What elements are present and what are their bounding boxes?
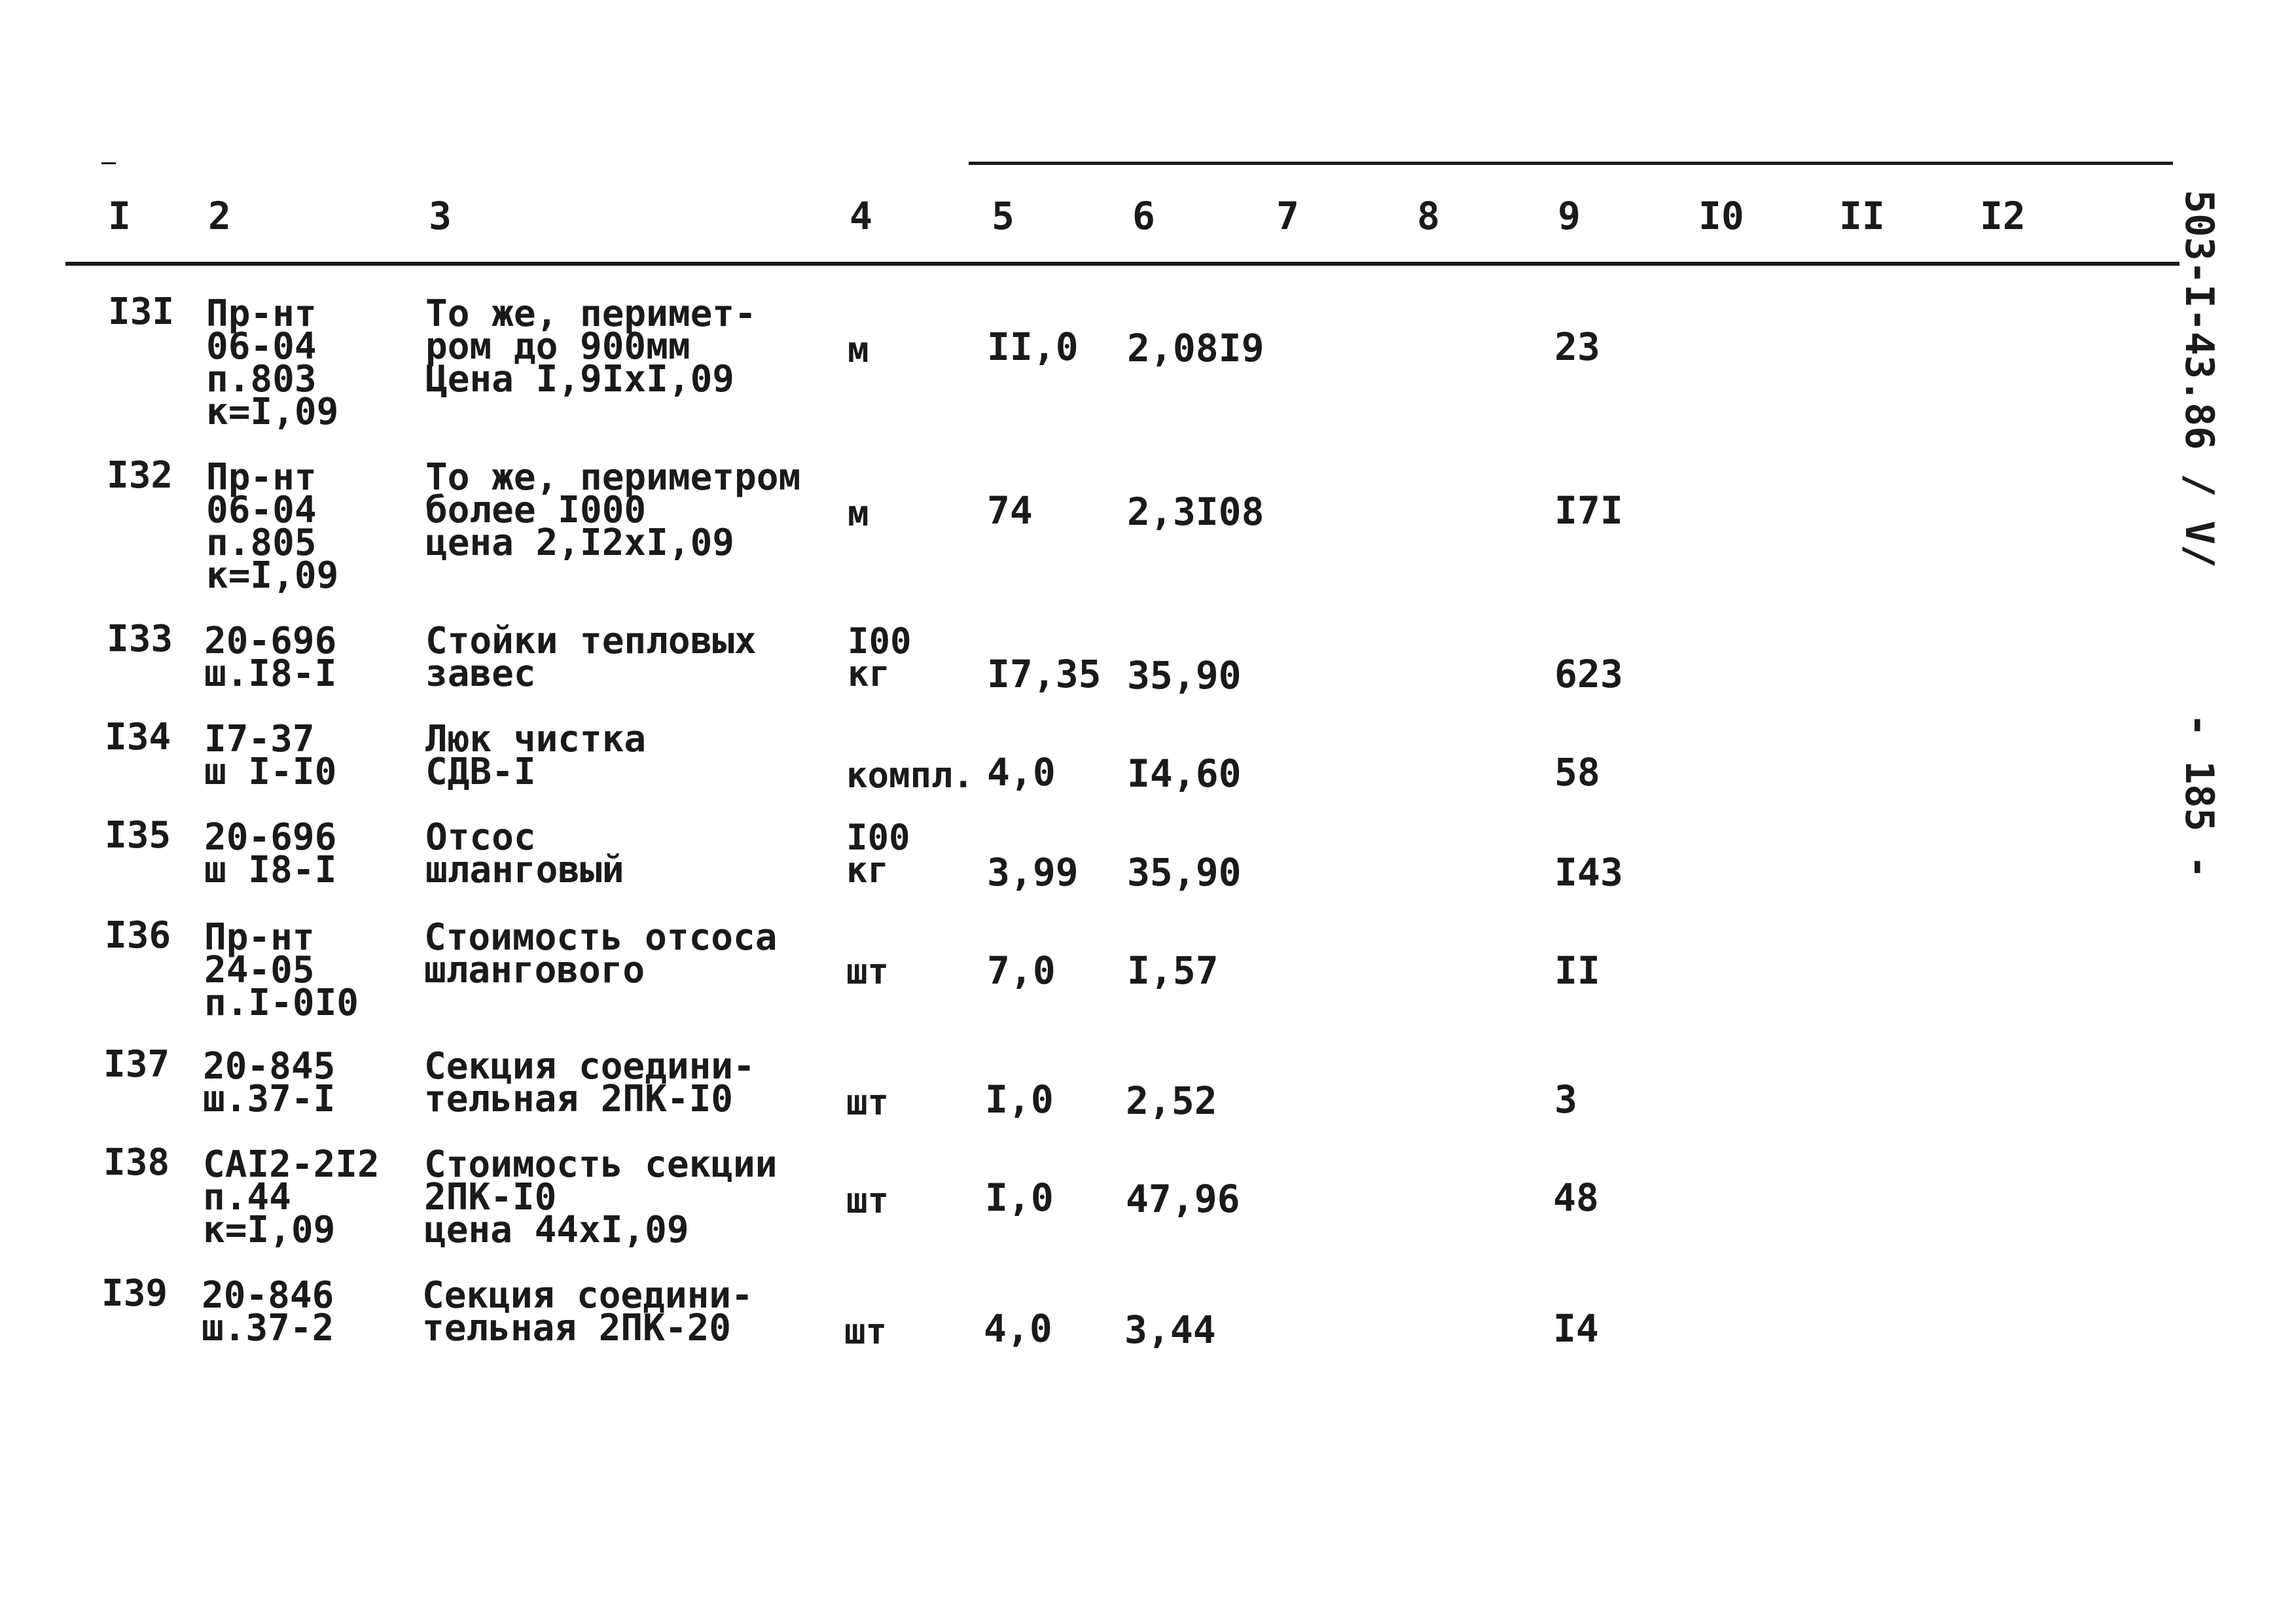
row-133-code: 20-696 ш.I8-I <box>204 620 337 695</box>
row-136-total: II <box>1554 948 1600 993</box>
row-135-code: 20-696 ш I8-I <box>204 816 337 891</box>
row-137-code: 20-845 ш.37-I <box>203 1045 336 1120</box>
row-132-price: 2,3I08 <box>1127 490 1265 534</box>
top-left-tick <box>101 162 116 164</box>
row-135-description: Отсос шланговый <box>425 816 624 891</box>
row-137-total: 3 <box>1554 1077 1577 1122</box>
row-139-description: Секция соедини- тельная 2ПК-20 <box>422 1274 753 1349</box>
row-139-price: 3,44 <box>1124 1308 1216 1352</box>
row-132-unit: м <box>848 493 869 534</box>
column-header-10: I0 <box>1698 194 1744 238</box>
row-136-price: I,57 <box>1127 948 1219 993</box>
row-136-code: Пр-нт 24-05 п.I-0I0 <box>204 916 359 1024</box>
row-138-number: I38 <box>103 1141 170 1184</box>
row-138-total: 48 <box>1553 1175 1599 1220</box>
row-134-total: 58 <box>1554 750 1600 794</box>
row-134-quantity: 4,0 <box>987 750 1056 794</box>
row-134-description: Люк чистка СДВ-I <box>425 718 647 793</box>
row-137-unit: шт <box>846 1082 889 1123</box>
row-135-number: I35 <box>105 814 171 857</box>
row-132-number: I32 <box>107 454 173 497</box>
row-136-unit: шт <box>846 951 889 992</box>
row-138-unit: шт <box>846 1180 889 1221</box>
row-135-quantity: 3,99 <box>987 850 1079 895</box>
side-page-number: - 185 - <box>2176 713 2222 879</box>
row-134-code: I7-37 ш I-I0 <box>204 718 337 793</box>
column-header-1: I <box>108 194 131 238</box>
column-header-9: 9 <box>1558 194 1581 238</box>
row-135-total: I43 <box>1554 850 1623 895</box>
row-133-unit: I00 кг <box>848 620 912 694</box>
column-header-7: 7 <box>1276 194 1299 238</box>
row-139-total: I4 <box>1553 1306 1599 1351</box>
row-138-quantity: I,0 <box>985 1175 1054 1220</box>
row-135-price: 35,90 <box>1127 850 1242 895</box>
row-136-number: I36 <box>105 914 171 957</box>
column-header-8: 8 <box>1417 194 1440 238</box>
column-header-5: 5 <box>992 194 1014 238</box>
row-131-description: То же, перимет- ром до 900мм Цена I,9IxI,09 <box>425 293 757 401</box>
column-header-3: 3 <box>429 194 452 238</box>
row-132-quantity: 74 <box>987 488 1033 533</box>
row-131-total: 23 <box>1554 325 1600 369</box>
row-131-code: Пр-нт 06-04 п.803 к=I,09 <box>206 293 339 433</box>
row-136-quantity: 7,0 <box>987 948 1056 993</box>
row-137-quantity: I,0 <box>985 1077 1054 1122</box>
row-131-number: I3I <box>108 291 175 333</box>
column-header-4: 4 <box>850 194 872 238</box>
row-139-number: I39 <box>101 1272 168 1315</box>
row-139-quantity: 4,0 <box>984 1306 1052 1351</box>
row-133-total: 623 <box>1554 652 1623 696</box>
row-139-unit: шт <box>844 1311 888 1352</box>
row-133-description: Стойки тепловых завес <box>425 620 757 695</box>
column-header-11: II <box>1839 194 1885 238</box>
row-138-price: 47,96 <box>1126 1177 1240 1221</box>
row-138-description: Стоимость секции 2ПК-I0 цена 44xI,09 <box>424 1143 778 1251</box>
row-133-number: I33 <box>107 618 173 660</box>
row-135-unit: I00 кг <box>846 817 910 891</box>
column-header-2: 2 <box>208 194 231 238</box>
row-131-quantity: II,0 <box>987 325 1079 369</box>
header-rule <box>65 262 2179 266</box>
row-133-quantity: I7,35 <box>987 652 1102 696</box>
row-136-description: Стоимость отсоса шлангового <box>424 916 778 991</box>
row-131-unit: м <box>848 329 869 370</box>
row-137-number: I37 <box>103 1043 170 1086</box>
row-134-price: I4,60 <box>1127 751 1242 796</box>
row-137-price: 2,52 <box>1126 1079 1217 1123</box>
column-header-6: 6 <box>1132 194 1155 238</box>
row-138-code: СAI2-2I2 п.44 к=I,09 <box>203 1143 380 1251</box>
row-134-unit: компл. <box>846 755 975 796</box>
row-131-price: 2,08I9 <box>1127 326 1265 370</box>
row-132-description: То же, периметром более I000 цена 2,I2xI,09 <box>425 456 801 564</box>
row-134-number: I34 <box>105 716 171 758</box>
row-139-code: 20-846 ш.37-2 <box>202 1274 334 1349</box>
row-132-total: I7I <box>1554 488 1623 533</box>
row-132-code: Пр-нт 06-04 п.805 к=I,09 <box>206 456 339 597</box>
side-document-code: 503-I-43.86 / V/ <box>2176 190 2222 568</box>
top-rule <box>969 162 2173 165</box>
row-137-description: Секция соедини- тельная 2ПК-I0 <box>424 1045 755 1120</box>
column-header-12: I2 <box>1980 194 2026 238</box>
row-133-price: 35,90 <box>1127 653 1242 698</box>
